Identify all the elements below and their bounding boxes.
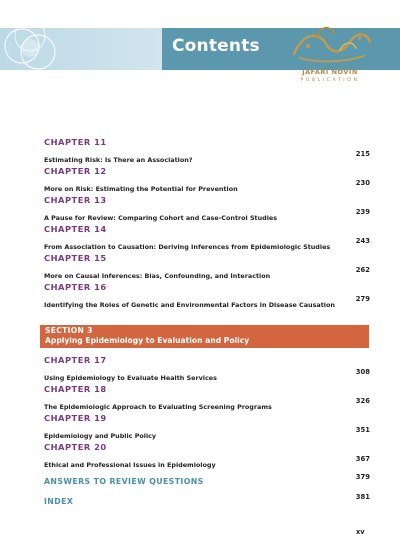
page-number: 367 <box>355 455 370 463</box>
chapter-label: CHAPTER 16 <box>44 282 107 292</box>
page-number: 243 <box>355 237 370 245</box>
chapter-title: Epidemiology and Public Policy <box>44 432 157 440</box>
toc-entry-chapter-15[interactable] <box>44 253 370 280</box>
section-heading[interactable] <box>40 325 369 348</box>
chapter-title: More on Causal Inferences: Bias, Confounding, and Interaction <box>44 272 271 280</box>
chapter-label: CHAPTER 15 <box>44 253 107 263</box>
page-number: 326 <box>355 397 370 405</box>
chapter-label: CHAPTER 11 <box>44 137 107 147</box>
toc-entry-chapter-20[interactable] <box>44 442 370 469</box>
section-label: SECTION 3 <box>45 326 93 335</box>
circles-graphic <box>0 28 162 70</box>
toc-entry-chapter-14[interactable] <box>44 224 370 251</box>
chapter-label: CHAPTER 20 <box>44 442 107 452</box>
toc-entry-chapter-11[interactable] <box>44 137 370 164</box>
chapter-label: CHAPTER 14 <box>44 224 107 234</box>
chapter-title: From Association to Causation: Deriving Inferences from Epidemiologic Studies <box>44 243 331 251</box>
page-number: 230 <box>355 179 370 187</box>
chapter-label: CHAPTER 13 <box>44 195 107 205</box>
toc-entry-chapter-12[interactable] <box>44 166 370 193</box>
page-folio: xv <box>356 528 365 536</box>
page-number: 279 <box>355 295 370 303</box>
index-label: INDEX <box>44 497 74 506</box>
page-number: 381 <box>355 493 370 501</box>
page-number: 239 <box>355 208 370 216</box>
toc-entry-chapter-19[interactable] <box>44 413 370 440</box>
toc-entry-chapter-16[interactable] <box>44 282 370 309</box>
chapter-label: CHAPTER 17 <box>44 355 107 365</box>
chapter-label: CHAPTER 12 <box>44 166 107 176</box>
page-title: Contents <box>172 36 260 56</box>
page-number: 308 <box>355 368 370 376</box>
toc-entry-chapter-13[interactable] <box>44 195 370 222</box>
chapter-title: Estimating Risk: Is There an Association? <box>44 156 193 164</box>
header-decoration <box>0 28 162 70</box>
chapter-title: A Pause for Review: Comparing Cohort and Case-Control Studies <box>44 214 278 222</box>
chapter-title: Using Epidemiology to Evaluate Health Services <box>44 374 217 382</box>
chapter-title: The Epidemiologic Approach to Evaluating Screening Programs <box>44 403 272 411</box>
toc-entry-chapter-18[interactable] <box>44 384 370 411</box>
publisher-name: JAFARI NOVIN <box>302 68 358 76</box>
publisher-logo <box>280 20 380 98</box>
page-number: 262 <box>355 266 370 274</box>
chapter-label: CHAPTER 19 <box>44 413 107 423</box>
toc-entry-answers[interactable] <box>44 471 370 486</box>
toc-entry-chapter-17[interactable] <box>44 355 370 382</box>
page-number: 351 <box>355 426 370 434</box>
page-number: 379 <box>355 473 370 481</box>
publisher-subtitle: PUBLICATION <box>300 78 360 83</box>
toc-entry-index[interactable] <box>44 491 370 506</box>
chapter-label: CHAPTER 18 <box>44 384 107 394</box>
chapter-title: Identifying the Roles of Genetic and Environmental Factors in Disease Causation <box>44 301 335 309</box>
answers-label: ANSWERS TO REVIEW QUESTIONS <box>44 477 204 486</box>
calligraphy-logo-icon <box>280 20 380 68</box>
section-title: Applying Epidemiology to Evaluation and Policy <box>45 336 250 345</box>
chapter-title: Ethical and Professional Issues in Epidemiology <box>44 461 216 469</box>
chapter-title: More on Risk: Estimating the Potential for Prevention <box>44 185 238 193</box>
page-number: 215 <box>355 150 370 158</box>
